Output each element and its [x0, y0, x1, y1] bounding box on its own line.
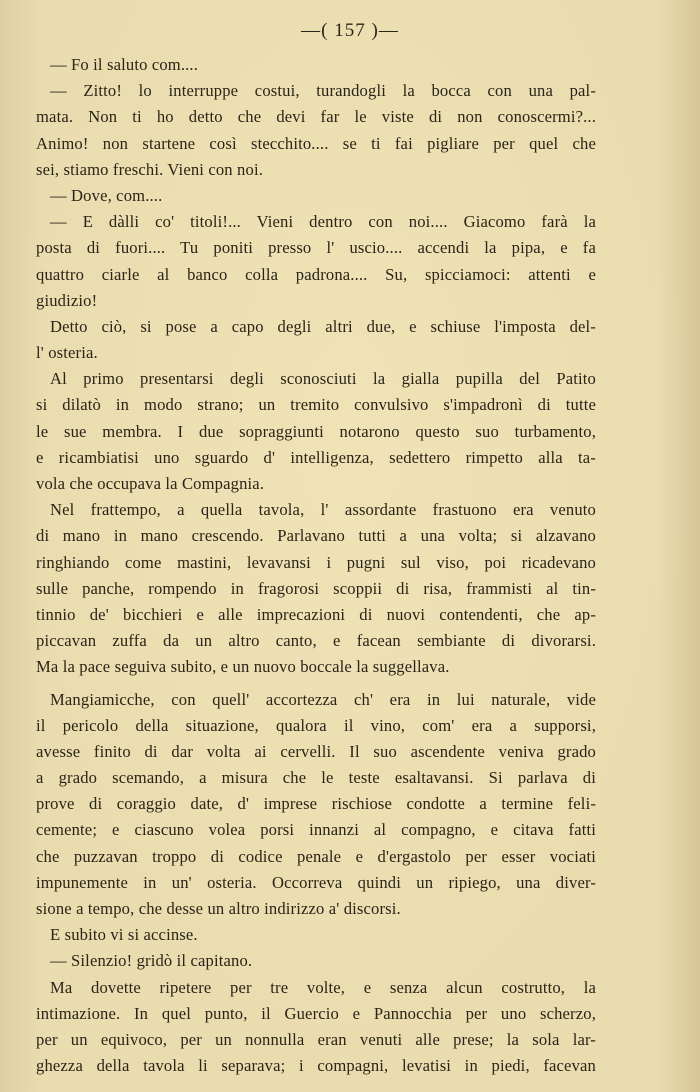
text-line: Ma la pace seguiva subito, e un nuovo boccale la suggellava.	[36, 657, 450, 677]
text-line: — Fo il saluto com....	[50, 55, 199, 74]
text-line: che puzzavan troppo di codice penale e d'ergastolo per esser vociati	[36, 846, 596, 866]
text-line: intimazione. In quel punto, il Guercio e Pannocchia per uno scherzo,	[36, 1003, 596, 1023]
text-line: l' osteria.	[36, 343, 98, 363]
text-line: Al primo presentarsi degli sconosciuti la gialla pupilla del Patito	[50, 369, 596, 389]
text-line: — E dàlli co' titoli!... Vieni dentro con noi.... Giacomo farà la	[50, 212, 596, 232]
text-line: Ma dovette ripetere per tre volte, e senza alcun costrutto, la	[50, 977, 596, 997]
text-line: piccavan zuffa da un altro canto, e facean sembiante di divorarsi.	[36, 631, 596, 651]
text-line: a grado scemando, a misura che le teste esaltavansi. Si parlava di	[36, 768, 596, 788]
text-line: mata. Non ti ho detto che devi far le viste di non conoscermi?...	[36, 107, 596, 127]
text-line: giudizio!	[36, 290, 98, 310]
body-text	[36, 52, 596, 1079]
text-line: vola che occupava la Compagnia.	[36, 474, 265, 493]
page-number: —( 157 )—	[301, 20, 399, 41]
text-line: — Silenzio! gridò il capitano.	[50, 951, 253, 971]
text-line: sei, stiamo freschi. Vieni con noi.	[36, 159, 263, 179]
text-line: per un equivoco, per un nonnulla eran venuti alle prese; la sola lar-	[36, 1029, 596, 1049]
text-line: si dilatò in modo strano; un tremito convulsivo s'impadronì di tutte	[36, 395, 596, 415]
text-line: — Zitto! lo interruppe costui, turandogli la bocca con una pal-	[50, 81, 596, 101]
text-line: E subito vi si accinse.	[50, 925, 198, 945]
text-line: il pericolo della situazione, qualora il vino, com' era a supporsi,	[36, 715, 596, 735]
text-line: sulle panche, rompendo in fragorosi scoppii di risa, frammisti al tin-	[36, 578, 596, 598]
text-line: cemente; e ciascuno volea porsi innanzi al compagno, e citava fatti	[36, 820, 596, 840]
text-line: impunemente in un' osteria. Occorreva quindi un ripiego, una diver-	[36, 872, 596, 892]
text-line: Animo! non startene così stecchito.... se ti fai pigliare per quel che	[36, 133, 596, 153]
text-line: avesse finito di dar volta ai cervelli. Il suo ascendente veniva grado	[36, 741, 596, 761]
text-line: — Dove, com....	[50, 185, 163, 205]
text-line: Detto ciò, si pose a capo degli altri due, e schiuse l'imposta del-	[50, 316, 596, 336]
text-line: ghezza della tavola li separava; i compagni, levatisi in piedi, facevan	[36, 1056, 596, 1076]
text-line: di mano in mano crescendo. Parlavano tutti a una volta; si alzavano	[36, 526, 596, 546]
text-line: prove di coraggio date, d' imprese rischiose condotte a termine feli-	[36, 794, 596, 814]
text-line: e ricambiatisi uno sguardo d' intelligenza, sedettero rimpetto alla ta-	[36, 447, 596, 467]
text-line: le sue membra. I due sopraggiunti notarono questo suo turbamento,	[36, 421, 596, 441]
text-line: quattro ciarle al banco colla padrona.... Su, spicciamoci: attenti e	[36, 264, 596, 284]
text-line: Mangiamicche, con quell' accortezza ch' era in lui naturale, vide	[50, 689, 596, 709]
text-line: Nel frattempo, a quella tavola, l' assordante frastuono era venuto	[50, 500, 596, 520]
text-line: posta di fuori.... Tu poniti presso l' uscio.... accendi la pipa, e fa	[36, 238, 596, 258]
text-line: sione a tempo, che desse un altro indirizzo a' discorsi.	[36, 899, 401, 918]
text-line: tinnio de' bicchieri e alle imprecazioni di nuovi contendenti, che ap-	[36, 604, 596, 624]
text-line: ringhiando come mastini, levavansi i pugni sul viso, poi ricadevano	[36, 552, 596, 572]
